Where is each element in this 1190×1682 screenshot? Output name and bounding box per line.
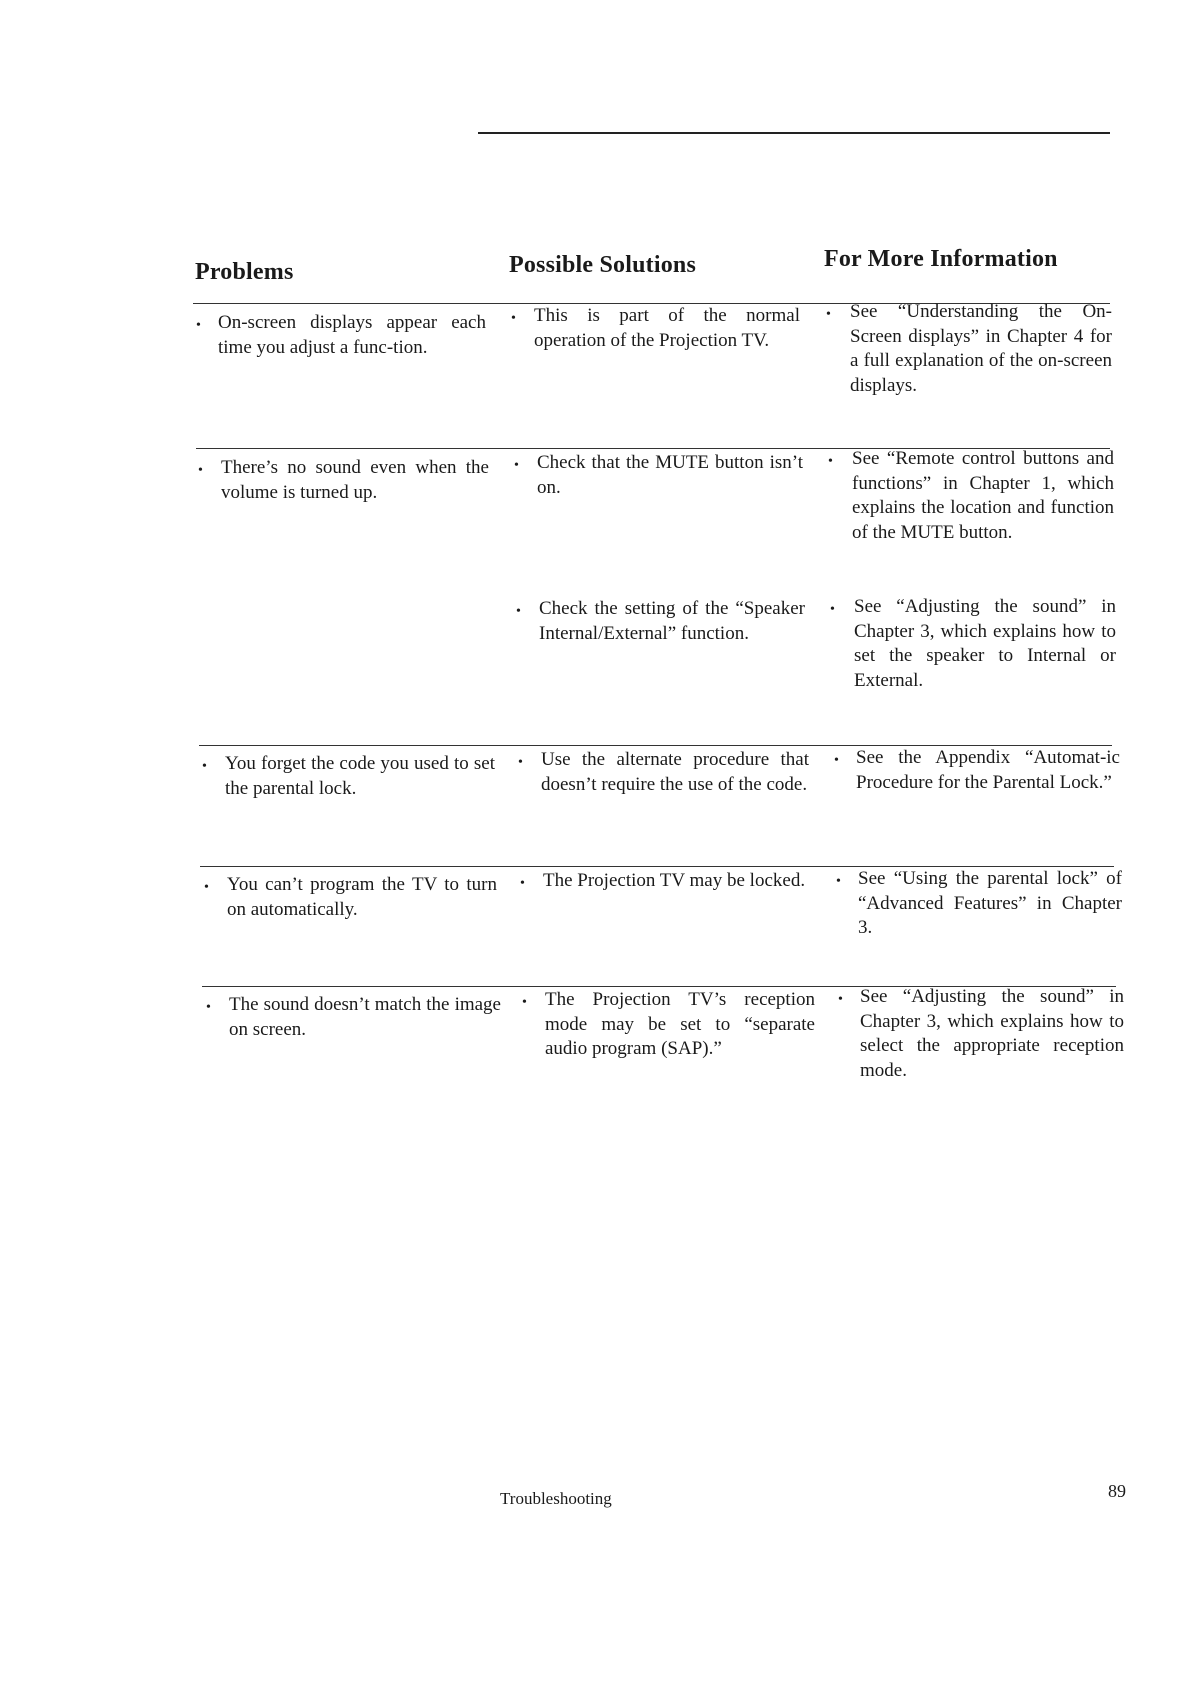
bullet: • (838, 992, 843, 1007)
solution-text: Use the alternate procedure that doesn’t require the use of the code. (541, 749, 809, 795)
bullet: • (204, 880, 209, 895)
info-text: See “Using the parental lock” of “Advanced Features” in Chapter 3. (858, 868, 1122, 938)
solution-text: The Projection TV’s reception mode may be set to “separate audio program (SAP).” (545, 989, 815, 1059)
solution-text: Check the setting of the “Speaker Internal/External” function. (539, 598, 805, 644)
problem-text: There’s no sound even when the volume is turned up. (221, 457, 489, 503)
bullet: • (511, 311, 516, 326)
info-text: See “Adjusting the sound” in Chapter 3, which explains how to select the appropriate reception mode. (860, 986, 1124, 1081)
info-text: See “Remote control buttons and functions” in Chapter 1, which explains the location and function of the MUTE button. (852, 448, 1114, 543)
bullet: • (830, 602, 835, 617)
info-text: See the Appendix “Automat-ic Procedure for the Parental Lock.” (856, 747, 1120, 793)
bullet: • (826, 307, 831, 322)
top-rule (478, 132, 1110, 134)
solution-text: Check that the MUTE button isn’t on. (537, 452, 803, 498)
info-text: See “Adjusting the sound” in Chapter 3, which explains how to set the speaker to Internal or External. (854, 596, 1116, 691)
column-header-solutions: Possible Solutions (509, 252, 696, 278)
column-header-info: For More Information (824, 246, 1058, 272)
bullet: • (518, 755, 523, 770)
bullet: • (196, 318, 201, 333)
problem-text: You can’t program the TV to turn on automatically. (227, 874, 497, 920)
problem-text: You forget the code you used to set the parental lock. (225, 753, 495, 799)
problem-text: On-screen displays appear each time you adjust a func-tion. (218, 312, 486, 358)
bullet: • (516, 604, 521, 619)
problem-text: The sound doesn’t match the image on screen. (229, 994, 501, 1040)
solution-text: This is part of the normal operation of the Projection TV. (534, 305, 800, 351)
bullet: • (836, 874, 841, 889)
bullet: • (522, 995, 527, 1010)
bullet: • (198, 463, 203, 478)
page-number: 89 (1108, 1481, 1126, 1501)
info-text: See “Understanding the On-Screen displays” in Chapter 4 for a full explanation of the on-screen displays. (850, 301, 1112, 396)
bullet: • (828, 454, 833, 469)
solution-text: The Projection TV may be locked. (543, 870, 806, 891)
bullet: • (202, 759, 207, 774)
bullet: • (514, 458, 519, 473)
column-header-problems: Problems (195, 259, 294, 285)
bullet: • (520, 876, 525, 891)
bullet: • (834, 753, 839, 768)
footer-section-title: Troubleshooting (500, 1489, 612, 1508)
bullet: • (206, 1000, 211, 1015)
